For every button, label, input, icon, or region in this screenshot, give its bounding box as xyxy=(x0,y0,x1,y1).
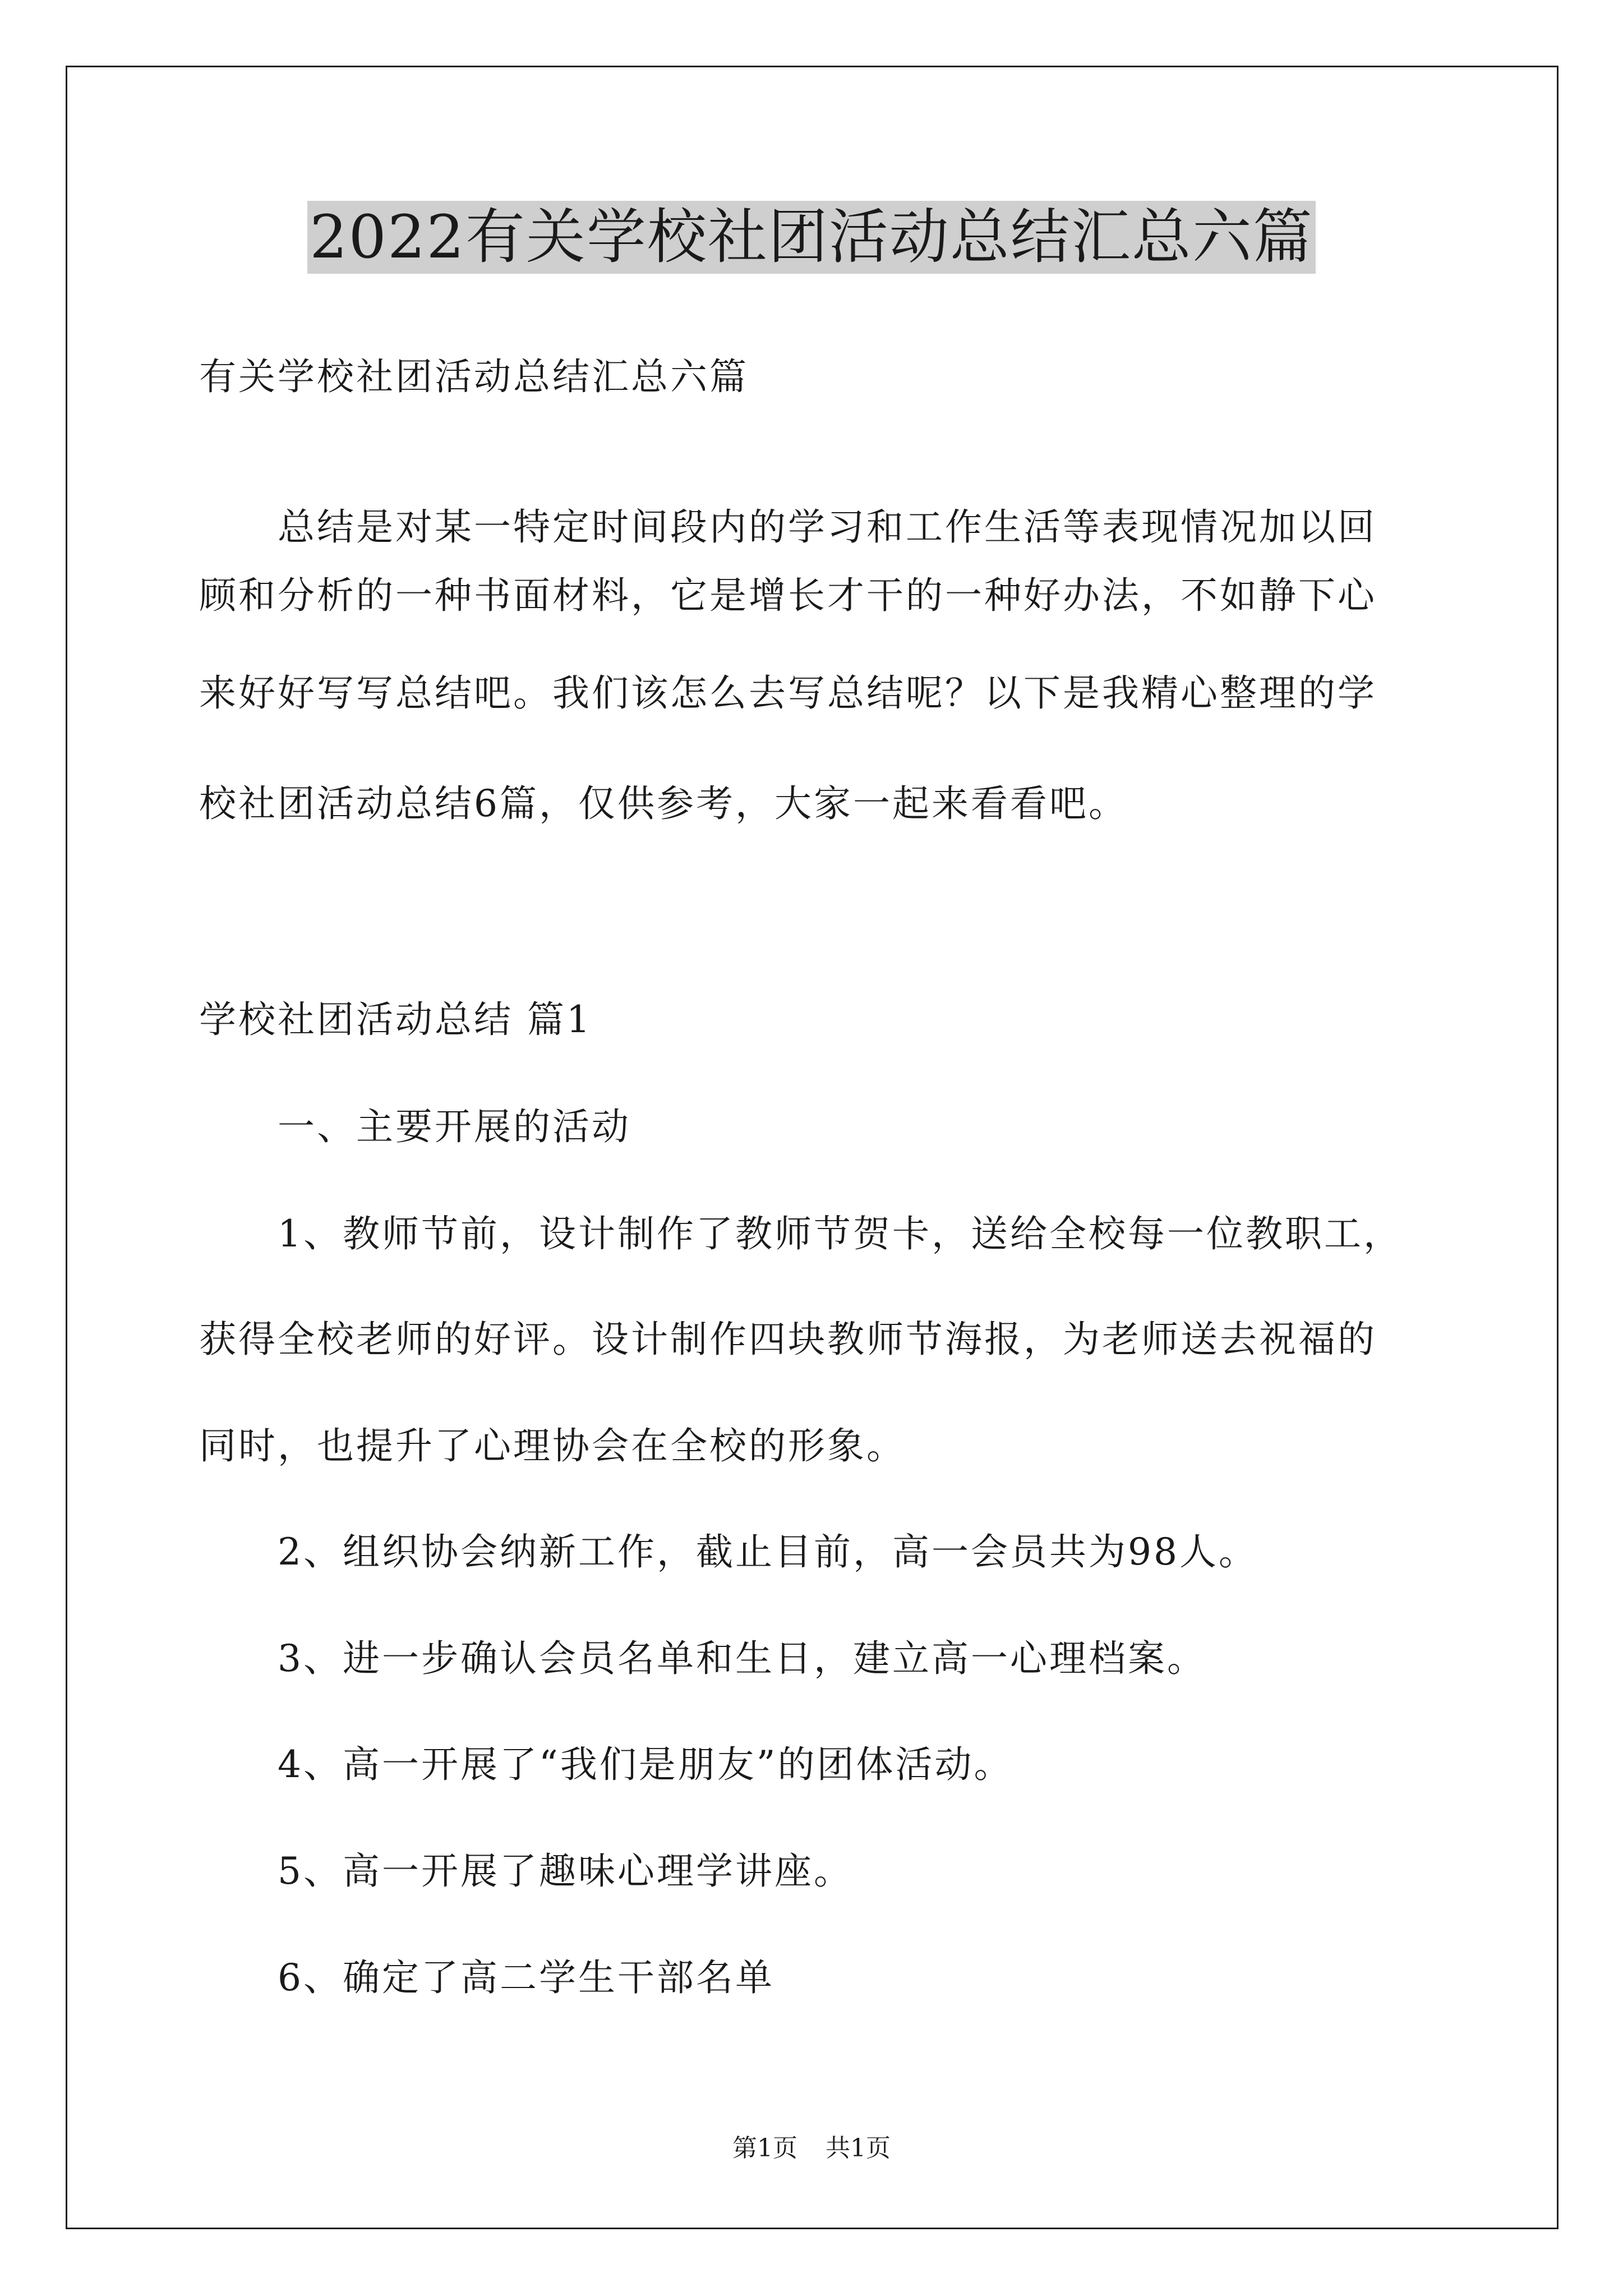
item-1-line-2: 获得全校老师的好评。设计制作四块教师节海报，为老师送去祝福的 xyxy=(199,1318,1377,1361)
item-1-line-1: 1、教师节前，设计制作了教师节贺卡，送给全校每一位教职工， xyxy=(278,1212,1403,1255)
page-footer xyxy=(0,2132,1623,2165)
activities-subheading: 一、主要开展的活动 xyxy=(278,1105,631,1148)
item-5: 5、高一开展了趣味心理学讲座。 xyxy=(278,1849,853,1893)
intro-line-3: 来好好写写总结吧。我们该怎么去写总结呢？以下是我精心整理的学 xyxy=(199,671,1377,715)
item-6: 6、确定了高二学生干部名单 xyxy=(278,1956,774,1999)
intro-line-2: 顾和分析的一种书面材料，它是增长才干的一种好办法，不如静下心 xyxy=(199,574,1377,617)
intro-line-4: 校社团活动总结6篇，仅供参考，大家一起来看看吧。 xyxy=(199,782,1128,825)
document-title-text: 2022有关学校社团活动总结汇总六篇 xyxy=(307,201,1316,274)
item-3: 3、进一步确认会员名单和生日，建立高一心理档案。 xyxy=(278,1637,1206,1680)
section-heading: 学校社团活动总结 篇1 xyxy=(199,998,592,1041)
item-4: 4、高一开展了“我们是朋友”的团体活动。 xyxy=(278,1743,1013,1786)
intro-line-1: 总结是对某一特定时间段内的学习和工作生活等表现情况加以回 xyxy=(278,505,1377,549)
page-number-current: 第1页 xyxy=(732,2134,797,2162)
page-number-total: 共1页 xyxy=(826,2134,891,2162)
document-subtitle: 有关学校社团活动总结汇总六篇 xyxy=(199,355,749,398)
document-title xyxy=(0,201,1623,274)
item-2: 2、组织协会纳新工作，截止目前，高一会员共为98人。 xyxy=(278,1530,1258,1573)
item-1-line-3: 同时，也提升了心理协会在全校的形象。 xyxy=(199,1424,906,1467)
